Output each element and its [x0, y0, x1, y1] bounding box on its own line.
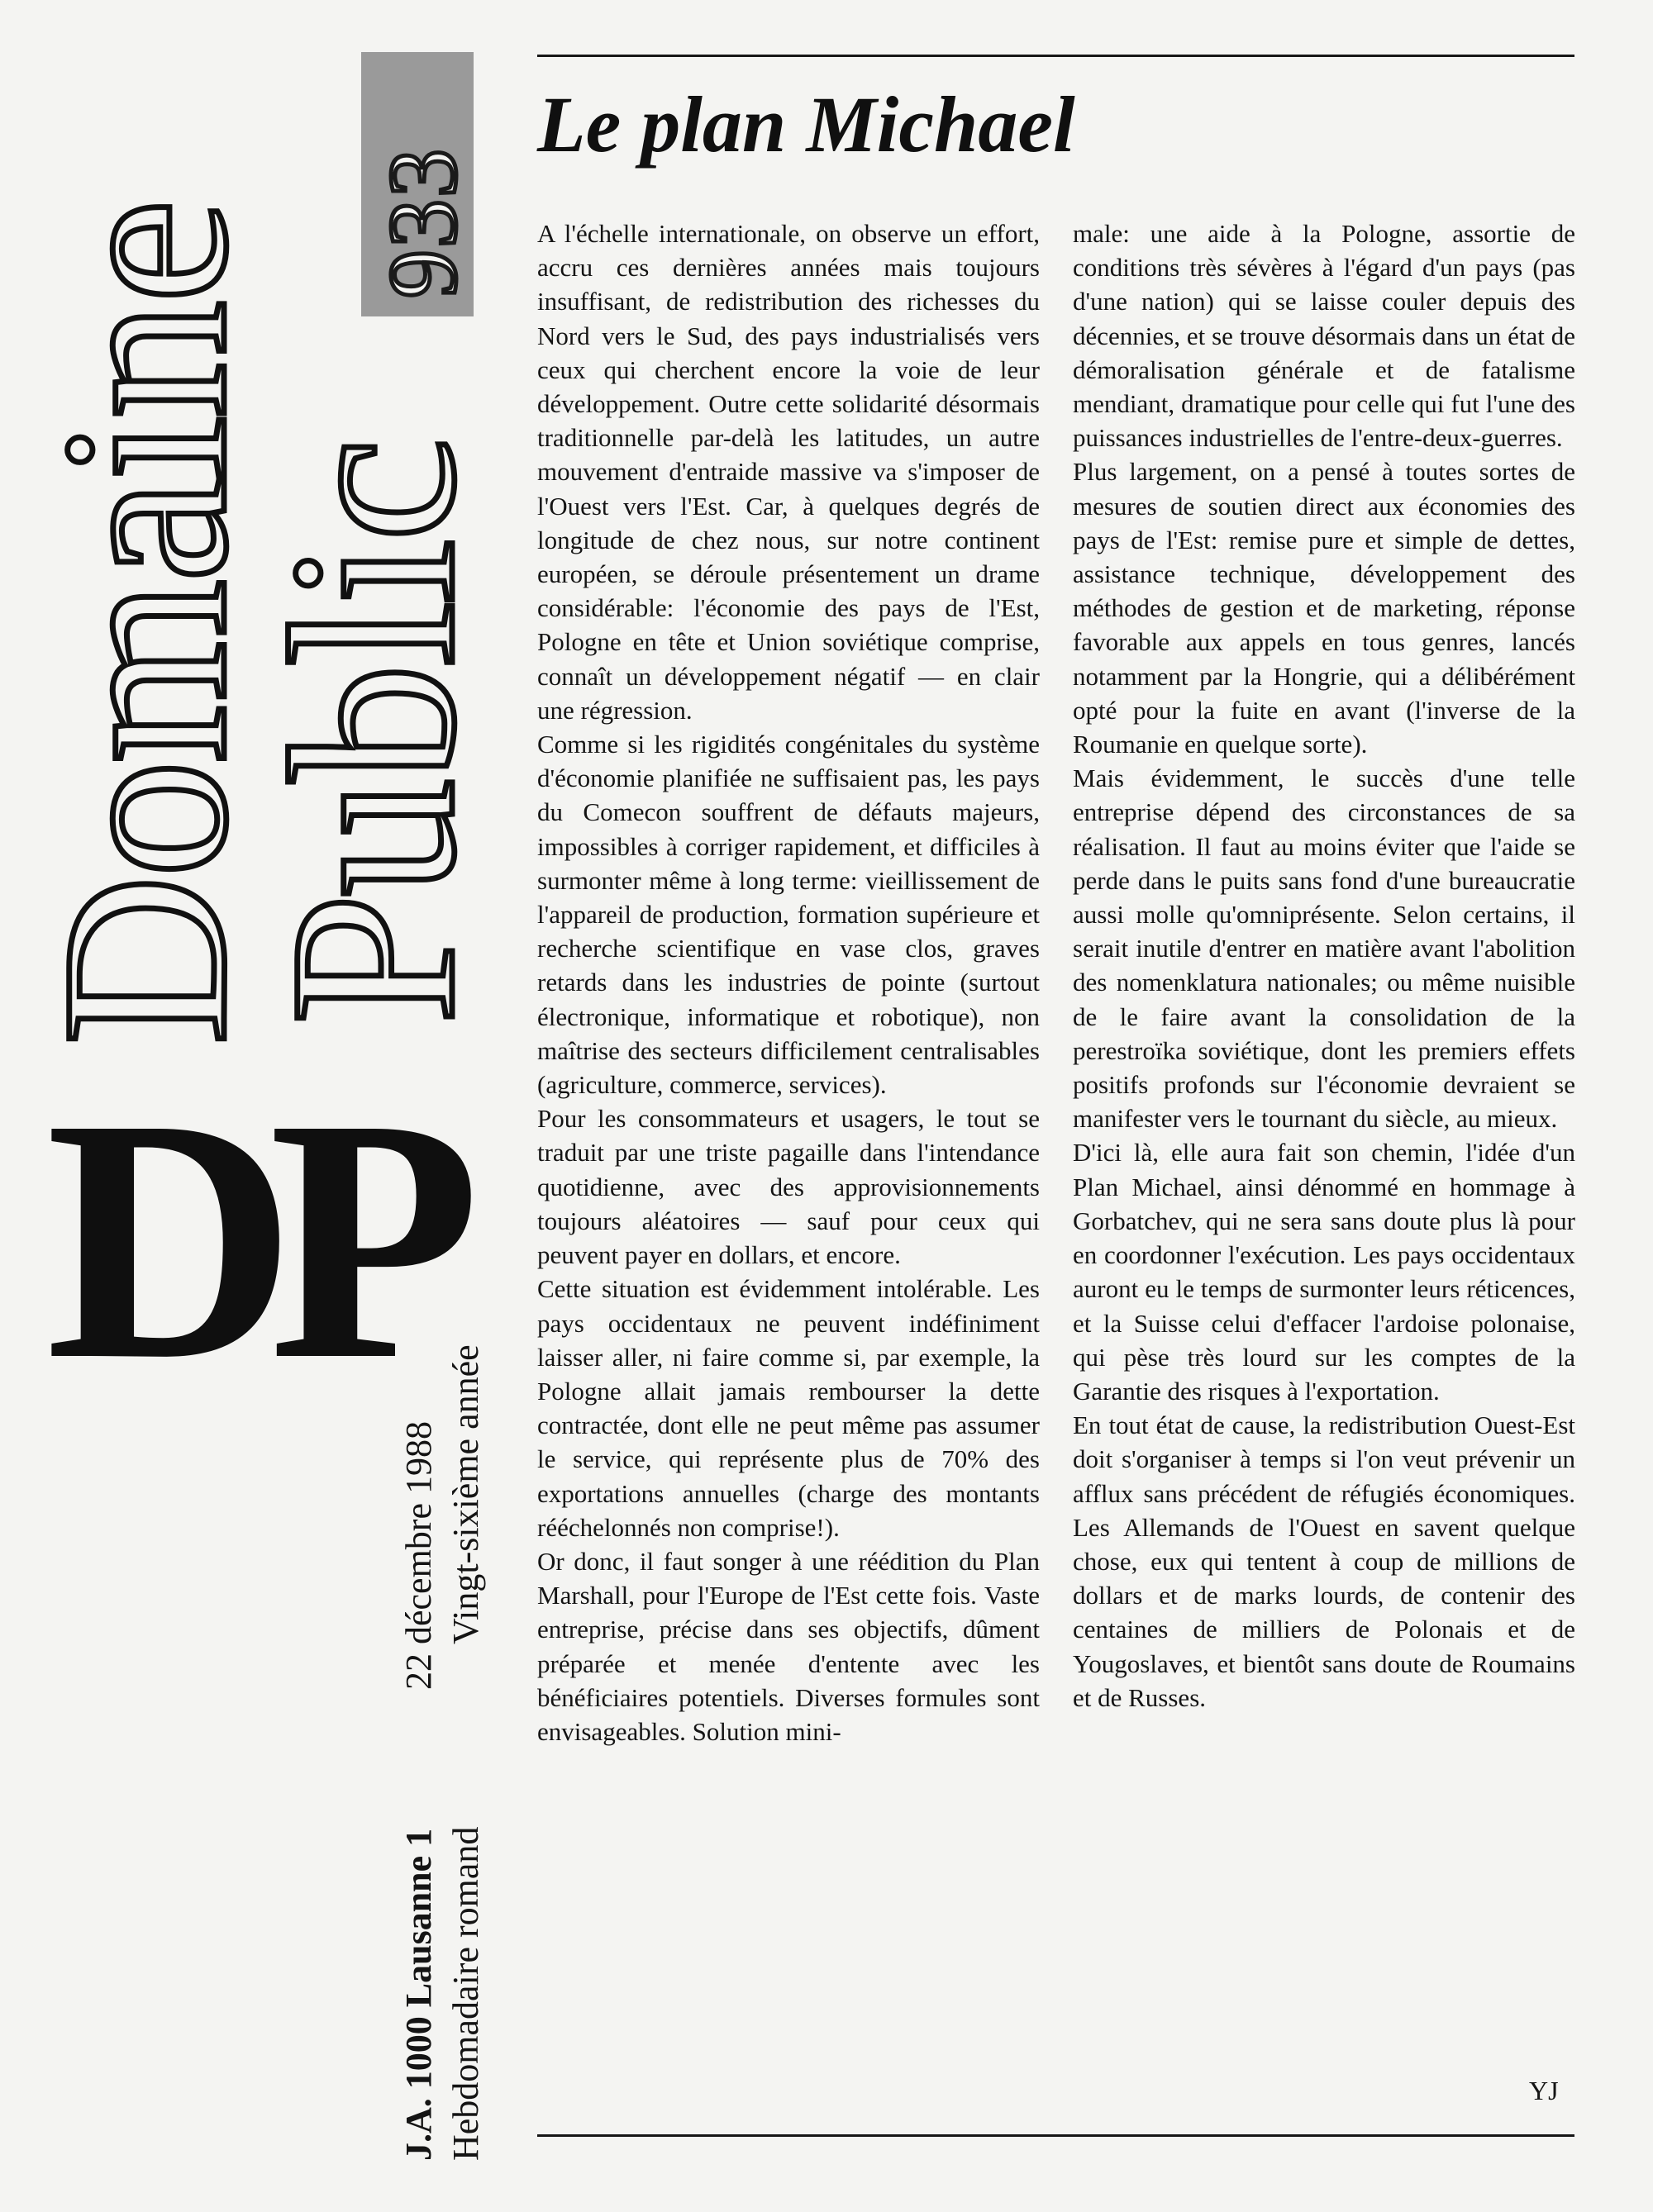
masthead-title-domaine: Domaine	[13, 202, 275, 1045]
issue-number-box	[361, 52, 477, 316]
paragraph: D'ici là, elle aura fait son chemin, l'idée d'un Plan Michael, ainsi dénommé en hommage à Gorbatchev, qui ne sera sans doute plus là pour en coordonner l'exécution. Les pays occidentaux auront eu le temps de surmonter leurs réticences, et la Suisse celui d'effacer l'ardoise polonaise, qui pèse très lourd sur les comptes de la Garantie des risques à l'exportation.	[1073, 1138, 1575, 1406]
paragraph: A l'échelle internationale, on observe un effort, accru ces dernières années mais toujours insuffisant, de redistribution des richesses du Nord vers le Sud, des pays industrialisés vers ceux qui cherchent encore la voie de leur développement. Outre cette solidarité désormais traditionnelle par-delà les latitudes, un autre mouvement d'entraide massive va s'imposer de l'Ouest vers l'Est. Car, à quelques degrés de longitude de chez nous, sur notre continent européen, se déroule présentement un drame considérable: l'économie des pays de l'Est, Pologne en tête et Union soviétique comprise, connaît un développement négatif — en clair une régression.	[537, 219, 1040, 725]
masthead	[0, 0, 529, 2212]
logo-letter-p: P	[269, 1047, 481, 1431]
publication-volume: Vingt-sixième année	[445, 1344, 486, 1644]
issue-date: 22 décembre 1988	[398, 1421, 439, 1690]
mailing-info: J.A. 1000 Lausanne 1	[398, 1828, 439, 2161]
bottom-rule	[537, 2134, 1574, 2137]
article-column-left	[537, 216, 1040, 1748]
paragraph: Or donc, il faut songer à une réédition du Plan Marshall, pour l'Europe de l'Est cette fois. Vaste entreprise, précise dans ses objectifs, dûment préparée et menée d'entente avec les bénéficiaires potentiels. Diverses formules sont envisageables. Solution mini-	[537, 1546, 1040, 1746]
article-column-right	[1073, 216, 1575, 1715]
paragraph: Mais évidemment, le succès d'une telle entreprise dépend des circonstances de sa réalisation. Il faut au moins éviter que l'aide se perde dans le puits sans fond d'une bureaucratie aussi molle qu'omniprésente. Selon certains, il serait inutile d'entrer en matière avant l'abolition des nomenklatura nationales; ou même nuisible de le faire avant la consolidation de la perestroïka soviétique, dont les premiers effets positifs profonds sur l'économie devraient se manifester vers le tournant du siècle, au mieux.	[1073, 763, 1575, 1134]
logo-letter-d: D	[45, 1047, 297, 1431]
paragraph: Cette situation est évidemment intolérable. Les pays occidentaux ne peuvent indéfiniment laisser aller, ni faire comme si, par exemple, la Pologne allait jamais rembourser la dette contractée, dont elle ne peut même pas assumer le service, qui représente plus de 70% des exportations annuelles (charge des montants rééchelonnés non comprise!).	[537, 1274, 1040, 1542]
article-headline: Le plan Michael	[537, 80, 1075, 169]
publication-frequency: Hebdomadaire romand	[445, 1826, 486, 2161]
masthead-title-public: Public	[241, 440, 503, 1025]
author-signature: YJ	[1529, 2076, 1559, 2105]
paragraph: male: une aide à la Pologne, assortie de conditions très sévères à l'égard d'un pays (pas d'une nation) qui se laisse couler depuis des décennies, et se trouve désormais dans un état de démoralisation générale et de fatalisme mendiant, dramatique pour celle qui fut l'une des puissances industrielles de l'entre-deux-guerres.	[1073, 219, 1575, 453]
issue-number: 933	[369, 147, 477, 298]
paragraph: En tout état de cause, la redistribution Ouest-Est doit s'organiser à temps si l'on veut prévenir un afflux sans précédent de réfugiés économiques. Les Allemands de l'Ouest en savent quelque chose, eux qui tentent à coup de millions de dollars et de marks lourds, de contenir des centaines de milliers de Polonais et de Yougoslaves, et bientôt sans doute de Roumains et de Russes.	[1073, 1410, 1575, 1712]
paragraph: Comme si les rigidités congénitales du système d'économie planifiée ne suffisaient pas, les pays du Comecon souffrent de défauts majeurs, impossibles à corriger rapidement, et difficiles à surmonter même à long terme: vieillissement de l'appareil de production, formation supérieure et recherche scientifique en vase clos, graves retards dans les industries de pointe (surtout électronique, informatique et robotique), non maîtrise des secteurs difficilement centralisables (agriculture, commerce, services).	[537, 730, 1040, 1100]
paragraph: Plus largement, on a pensé à toutes sortes de mesures de soutien direct aux économies des pays de l'Est: remise pure et simple de dettes, assistance technique, développement des méthodes de gestion et de marketing, réponse favorable aux appels en tous genres, lancés notamment par la Hongrie, qui a délibérément opté pour la fuite en avant (l'inverse de la Roumanie en quelque sorte).	[1073, 457, 1575, 759]
top-rule	[537, 55, 1574, 57]
paragraph: Pour les consommateurs et usagers, le tout se traduit par une triste pagaille dans l'intendance quotidienne, avec des approvisionnements toujours aléatoires — sauf pour ceux qui peuvent payer en dollars, et encore.	[537, 1104, 1040, 1270]
